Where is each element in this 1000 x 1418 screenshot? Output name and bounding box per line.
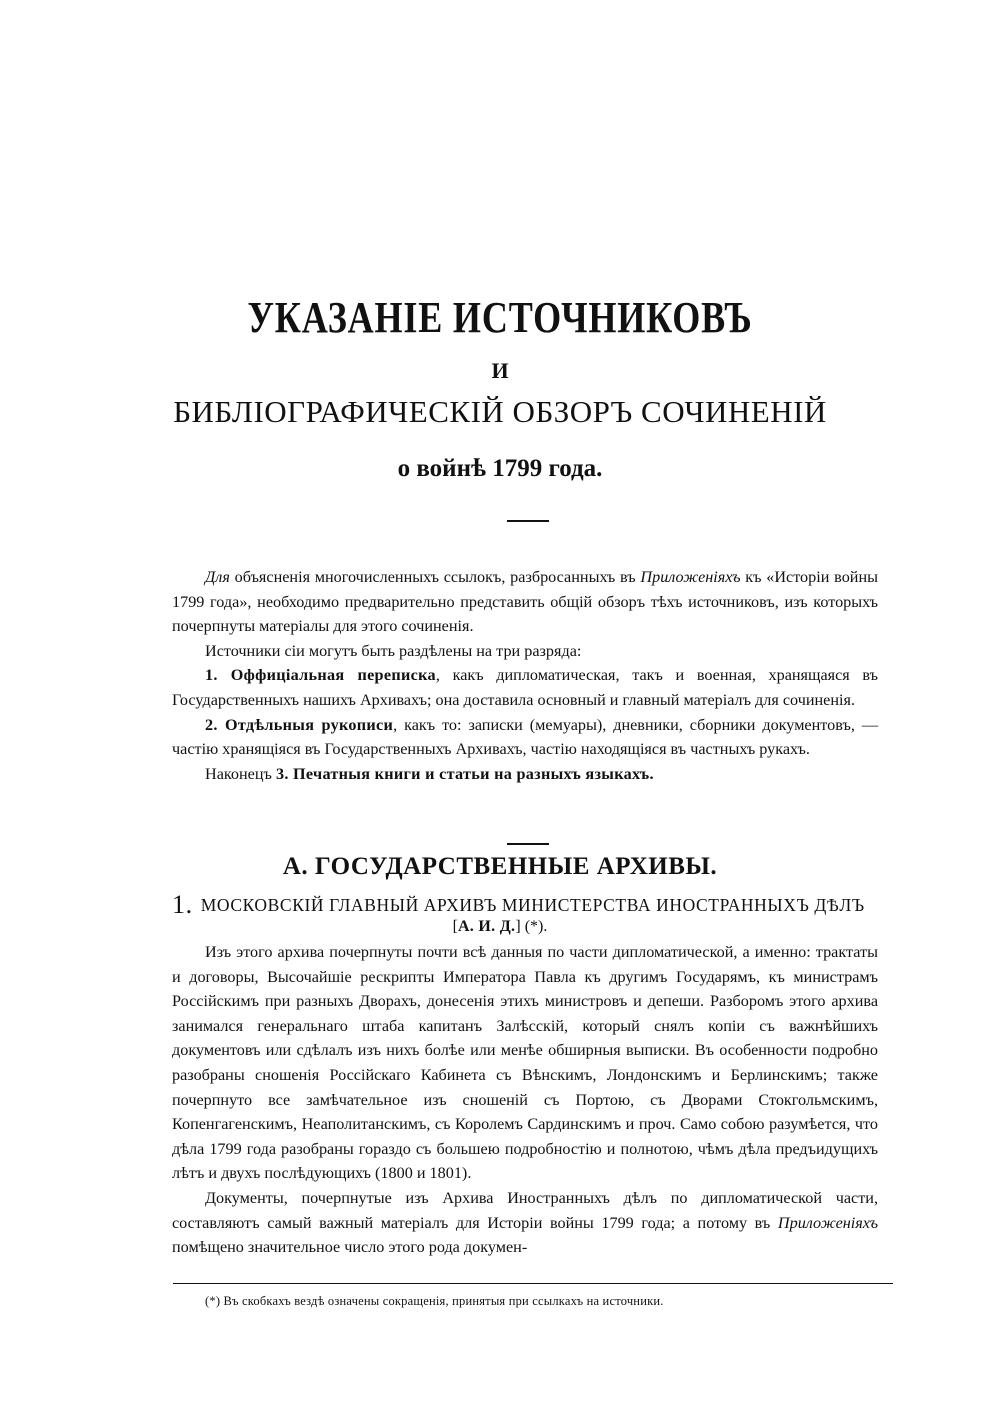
category-1-text: , какъ дипломатическая, такъ и военная, хранящаяся въ Государственныхъ нашихъ Архивахъ; она доставила основный и главный матеріалъ для сочиненія.	[172, 666, 878, 709]
section-text-segment: Документы, почерпнутые изъ Архива Иностранныхъ дѣлъ по дипломатической части, составляютъ самый важный матеріалъ для Исторіи войны 1799 года; а потому въ	[172, 1188, 878, 1232]
category-3-lead: Наконецъ	[205, 764, 276, 783]
source-category-1	[172, 663, 878, 712]
subsection-heading	[172, 890, 878, 920]
abbr-code: А. И. Д.	[457, 918, 516, 935]
section-text-segment: помѣщено значительное число этого рода докумен-	[172, 1238, 528, 1257]
category-2-text: , какъ то: записки (мемуары), дневники, сборники документовъ, — частію хранящіяся въ Государственныхъ Архивахъ, частію находящіяся въ частныхъ рукахъ.	[172, 715, 879, 759]
footnote-rule	[173, 1283, 893, 1284]
section-paragraph-1: Изъ этого архива почерпнуты почти всѣ данныя по части дипломатической, а именно: трактаты и договоры, Высочайшіе рескрипты Императора Павла къ другимъ Государямъ, къ министрамъ Россійскимъ при разныхъ Дворахъ, донесенія этихъ министровъ и депеши. Разборомъ этого архива занимался генеральнаго штаба капитанъ Залѣсскій, который снялъ копіи съ важнѣйшихъ документовъ или сдѣлалъ изъ нихъ болѣе или менѣе обширныя выписки. Въ особенности подробно разобраны сношенія Россійскаго Кабинета съ Вѣнскимъ, Лондонскимъ и Берлинскимъ; также почерпнуто все замѣчательное изъ сношеній съ Портою, съ Дворами Стокгольмскимъ, Копенгагенскимъ, Неаполитанскимъ, съ Королемъ Сардинскимъ и проч. Само собою разумѣется, что дѣла 1799 года разобраны гораздо съ большею подробностію и полнотою, чѣмъ дѣла предъидущихъ лѣтъ и двухъ послѣдующихъ (1800 и 1801).	[172, 943, 878, 1183]
main-title: УКАЗАНІЕ ИСТОЧНИКОВЪ	[247, 293, 753, 342]
appendices-term: Приложеніяхъ	[777, 1213, 878, 1232]
section-heading: А. ГОСУДАРСТВЕННЫЕ АРХИВЫ.	[282, 853, 718, 880]
section-paragraph-2	[172, 1186, 878, 1260]
intro-paragraph-2: Источники сіи могутъ быть раздѣлены на три разряда:	[205, 641, 582, 660]
title-war-year: о войнѣ 1799 года.	[397, 455, 603, 482]
intro-text-segment: къ «Исторіи войны 1799 года», необходимо предварительно представить общій обзоръ тѣхъ источниковъ, изъ которыхъ почерпнуты матеріалы для этого сочиненія.	[172, 568, 878, 636]
intro-text	[172, 565, 878, 786]
category-3-label: 3. Печатныя книги и статьи на разныхъ языкахъ.	[275, 764, 654, 783]
source-category-3	[172, 762, 878, 787]
source-category-2	[172, 713, 878, 762]
footnote: (*) Въ скобкахъ вездѣ означены сокращенія, принятыя при ссылкахъ на источники.	[205, 1294, 664, 1308]
subsection-number: 1.	[172, 890, 193, 919]
intro-text-segment: объясненія многочисленныхъ ссылокъ, разбросанныхъ въ	[229, 568, 641, 586]
subsection-title: МОСКОВСКІЙ ГЛАВНЫЙ АРХИВЪ МИНИСТЕРСТВА ИНОСТРАННЫХЪ ДѢЛЪ	[200, 895, 865, 915]
appendices-term: Приложеніяхъ	[640, 568, 741, 586]
intro-lead-word: Для	[205, 568, 230, 586]
category-2-label: 2. Отдѣльныя рукописи	[205, 715, 394, 734]
intro-paragraph-1	[172, 565, 878, 639]
abbr-bracket-open: [	[452, 918, 458, 935]
section-divider	[507, 843, 549, 845]
title-conjunction: И	[491, 358, 509, 383]
archive-abbreviation	[0, 918, 1000, 936]
subtitle: БИБЛІОГРАФИЧЕСКІЙ ОБЗОРЪ СОЧИНЕНІЙ	[173, 394, 827, 429]
category-1-label: 1. Оффиціальная переписка	[205, 666, 436, 685]
section-body	[172, 940, 878, 1260]
abbr-bracket-close: ] (*).	[515, 918, 548, 935]
title-divider	[507, 520, 549, 522]
